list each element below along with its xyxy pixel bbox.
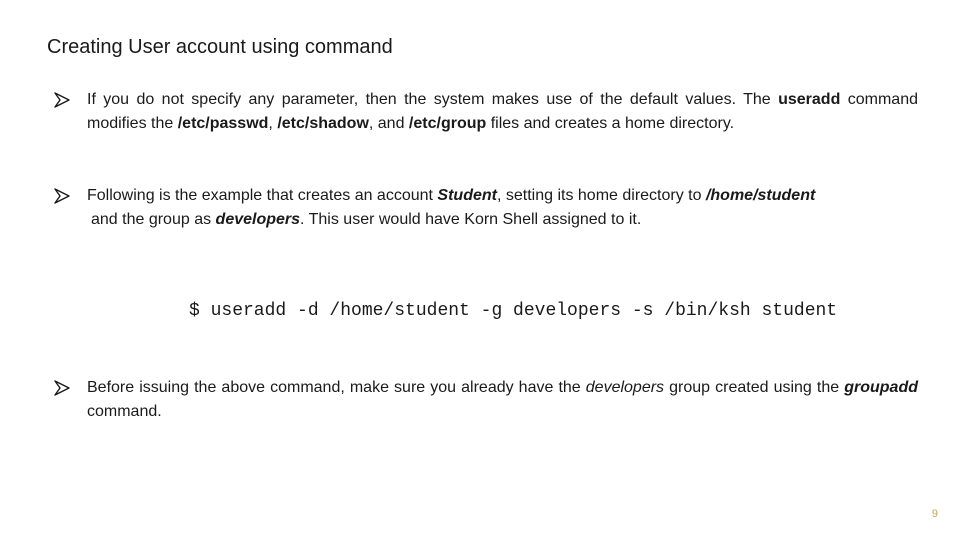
- bullet-default-values: [52, 88, 918, 136]
- shadow-path: /etc/shadow: [277, 115, 369, 132]
- useradd-keyword: useradd: [778, 91, 841, 108]
- developers-group: developers: [215, 211, 301, 228]
- passwd-path: /etc/passwd: [177, 115, 269, 132]
- group-path: /etc/group: [408, 115, 487, 132]
- bullet-example: [52, 184, 918, 232]
- developers-group: developers: [585, 379, 665, 396]
- arrowhead-bullet-icon: [52, 378, 72, 398]
- bullet-text: If you do not specify any parameter, then the system makes use of the default values. The useradd command modifies the /etc/passwd, /etc/shadow, and /etc/group files and creates a home directory.: [87, 91, 919, 132]
- arrowhead-bullet-icon: [52, 90, 72, 110]
- arrowhead-bullet-icon: [52, 186, 72, 206]
- groupadd-keyword: groupadd: [844, 379, 918, 396]
- bullet-prerequisite: [52, 376, 918, 424]
- useradd-command: $ useradd -d /home/student -g developers -s /bin/ksh student: [189, 301, 838, 321]
- slide-title: Creating User account using command: [47, 36, 393, 58]
- bullet-text: Following is the example that creates an account Student, setting its home directory to /home/student and the group as developers. This user would have Korn Shell assigned to it.: [87, 184, 918, 232]
- page-number: 9: [931, 508, 938, 520]
- home-directory-path: /home/student: [705, 187, 816, 204]
- student-account: Student: [437, 187, 497, 204]
- bullet-text-line2: and the group as developers. This user would have Korn Shell assigned to it.: [91, 211, 642, 228]
- bullet-text: Before issuing the above command, make sure you already have the developers group created using the groupadd command.: [87, 379, 918, 420]
